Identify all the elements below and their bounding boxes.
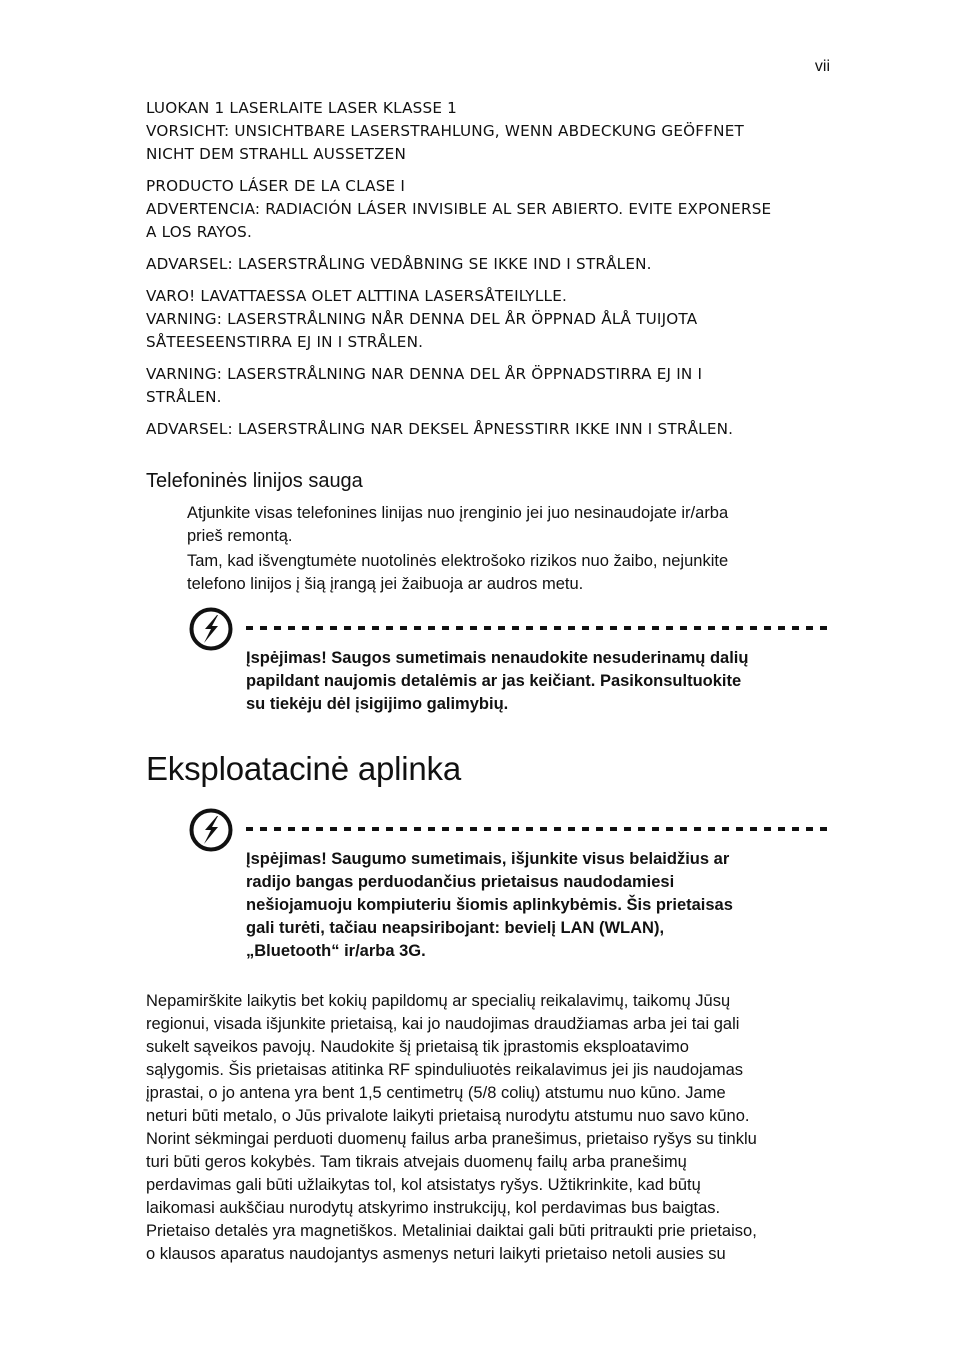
warning-line: Įspėjimas! Saugos sumetimais nenaudokite nesuderinamų dalių [246,649,749,667]
laser-notice-es [146,175,836,244]
laser-notices [146,97,836,450]
notice-line: VARO! LAVATTAESSA OLET ALTTINA LASERSÅTEILYLLE. [146,287,568,305]
notice-line: VARNING: LASERSTRÅLNING NÅR DENNA DEL ÅR ÖPPNAD ÅLÅ TUIJOTA [146,310,698,328]
laser-notice-fi-sv [146,285,836,354]
notice-line: PRODUCTO LÁSER DE LA CLASE I [146,177,406,195]
text-line: sąlygomis. Šis prietaisas atitinka RF spinduliuotės reikalavimus jei jis naudojamas [146,1061,744,1079]
warning-line: radijo bangas perduodančius prietaisus naudodamiesi [246,873,675,891]
notice-line: ADVARSEL: LASERSTRÅLING NAR DEKSEL ÅPNESSTIRR IKKE INN I STRÅLEN. [146,420,734,438]
warning-line: gali turėti, tačiau neapsiribojant: bevielį LAN (WLAN), [246,919,665,937]
text-line: o klausos aparatus naudojantys asmenys neturi laikyti prietaiso netoli ausies su [146,1245,726,1263]
warning-line: su tiekėju dėl įsigijimo galimybių. [246,695,509,713]
laser-notice-fi-de [146,97,836,166]
phone-safety-heading: Telefoninės linijos sauga [146,470,363,492]
warning-text-wireless [246,848,831,963]
lightning-warning-icon [188,606,234,652]
laser-notice-no [146,418,836,441]
notice-line: STRÅLEN. [146,388,222,406]
text-line: įprastai, o jo antena yra bent 1,5 centimetrų (5/8 colių) atstumu nuo kūno. Jame [146,1084,726,1102]
lightning-warning-icon [188,807,234,853]
text-line: Prietaiso detalės yra magnetiškos. Metaliniai daiktai gali būti pritraukti prie prietaiso, [146,1222,757,1240]
text-line: Atjunkite visas telefonines linijas nuo įrenginio jei juo nesinaudojate ir/arba [187,504,729,522]
operating-env-paragraph [146,990,836,1266]
warning-line: nešiojamuoju kompiuteriu šiomis aplinkybėmis. Šis prietaisas [246,896,733,914]
phone-safety-body [187,502,827,598]
warning-line: papildant naujomis detalėmis ar jas keičiant. Pasikonsultuokite [246,672,742,690]
text-line: perdavimas gali būti užlaikytas tol, kol atsistatys ryšys. Užtikrinkite, kad būtų [146,1176,701,1194]
text-line: turi būti geros kokybės. Tam tikrais atvejais duomenų failų arba pranešimų [146,1153,687,1171]
text-line: regionui, visada išjunkite prietaisą, kai jo naudojimas draudžiamas arba jei tai gali [146,1015,740,1033]
notice-line: LUOKAN 1 LASERLAITE LASER KLASSE 1 [146,99,458,117]
notice-line: ADVERTENCIA: RADIACIÓN LÁSER INVISIBLE AL SER ABIERTO. EVITE EXPONERSE [146,200,772,218]
text-line: Tam, kad išvengtumėte nuotolinės elektrošoko rizikos nuo žaibo, nejunkite [187,552,729,570]
phone-safety-paragraph [187,550,827,596]
warning-divider [246,626,830,630]
warning-text-phone [246,647,831,716]
notice-line: ADVARSEL: LASERSTRÅLING VEDÅBNING SE IKKE IND I STRÅLEN. [146,255,652,273]
laser-notice-sv [146,363,836,409]
notice-line: NICHT DEM STRAHLL AUSSETZEN [146,145,407,163]
phone-safety-paragraph [187,502,827,548]
notice-line: A LOS RAYOS. [146,223,252,241]
text-line: prieš remontą. [187,527,293,545]
notice-line: VORSICHT: UNSICHTBARE LASERSTRAHLUNG, WENN ABDECKUNG GEÖFFNET [146,122,744,140]
section-title: Eksploatacinė aplinka [146,750,462,787]
notice-line: SÅTEESEENSTIRRA EJ IN I STRÅLEN. [146,333,424,351]
text-line: Nepamirškite laikytis bet kokių papildomų ar specialių reikalavimų, taikomų Jūsų [146,992,731,1010]
warning-divider [246,827,830,831]
text-line: laikomasi aukščiau nurodytų atskyrimo instrukcijų, kol perdavimas bus baigtas. [146,1199,721,1217]
laser-notice-da [146,253,836,276]
page-number: vii [814,58,830,75]
text-line: neturi būti metalo, o Jūs privalote laikyti prietaisą nurodytu atstumu nuo savo kūno. [146,1107,750,1125]
warning-line: Įspėjimas! Saugumo sumetimais, išjunkite visus belaidžius ar [246,850,730,868]
notice-line: VARNING: LASERSTRÅLNING NAR DENNA DEL ÅR ÖPPNADSTIRRA EJ IN I [146,365,703,383]
warning-line: „Bluetooth“ ir/arba 3G. [246,942,426,960]
text-line: telefono linijos į šią įrangą jei žaibuoja ar audros metu. [187,575,584,593]
text-line: Norint sėkmingai perduoti duomenų failus arba pranešimus, prietaiso ryšys su tinklu [146,1130,757,1148]
text-line: sukelt sąveikos pavojų. Naudokite šį prietaisą tik įprastomis eksploatavimo [146,1038,689,1056]
